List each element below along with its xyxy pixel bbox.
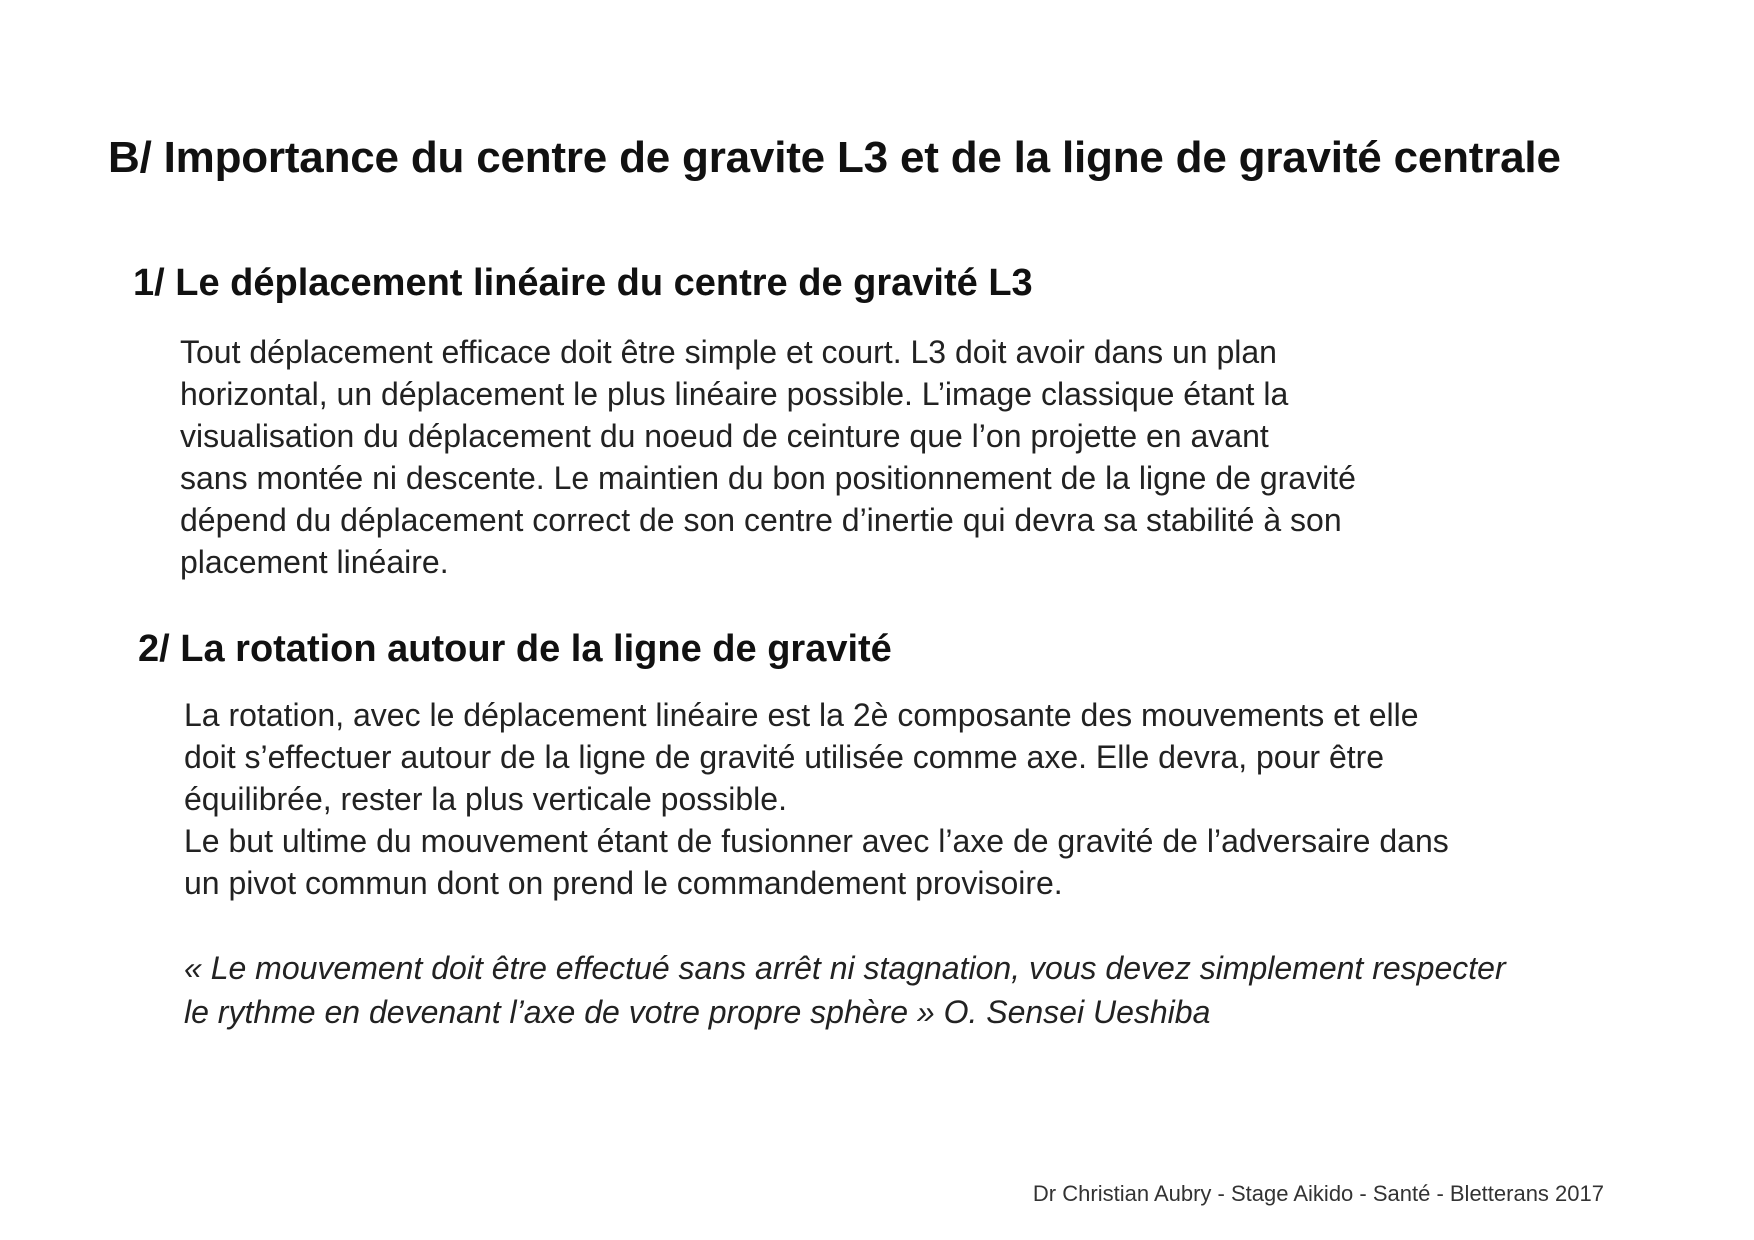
section-paragraph-rotation [184, 694, 1419, 820]
footer-credit: Dr Christian Aubry - Stage Aikido - Santé - Bletterans 2017 [1032, 1181, 1604, 1206]
paragraph-line: sans montée ni descente. Le maintien du bon positionnement de la ligne de gravité [180, 460, 1356, 496]
quote-line: le rythme en devenant l’axe de votre propre sphère » O. Sensei Ueshiba [184, 994, 1211, 1030]
paragraph-line: Le but ultime du mouvement étant de fusionner avec l’axe de gravité de l’adversaire dans [184, 823, 1449, 859]
paragraph-line: La rotation, avec le déplacement linéaire est la 2è composante des mouvements et elle [184, 697, 1419, 733]
paragraph-line: un pivot commun dont on prend le commandement provisoire. [184, 865, 1063, 901]
paragraph-line: Tout déplacement efficace doit être simple et court. L3 doit avoir dans un plan [180, 334, 1277, 370]
page-title: B/ Importance du centre de gravite L3 et de la ligne de gravité centrale [108, 133, 1561, 182]
paragraph-line: équilibrée, rester la plus verticale possible. [184, 781, 787, 817]
paragraph-line: visualisation du déplacement du noeud de ceinture que l’on projette en avant [180, 418, 1269, 454]
ueshiba-quote [184, 946, 1506, 1034]
paragraph-line: placement linéaire. [180, 544, 449, 580]
paragraph-line: horizontal, un déplacement le plus linéaire possible. L’image classique étant la [180, 376, 1289, 412]
paragraph-line: dépend du déplacement correct de son centre d’inertie qui devra sa stabilité à son [180, 502, 1342, 538]
quote-line: « Le mouvement doit être effectué sans arrêt ni stagnation, vous devez simplement respecter [184, 950, 1506, 986]
section-heading-rotation: 2/ La rotation autour de la ligne de gravité [138, 628, 892, 670]
section-paragraph-ultimate-goal [184, 820, 1449, 904]
section-paragraph-linear-displacement [180, 331, 1356, 583]
paragraph-line: doit s’effectuer autour de la ligne de gravité utilisée comme axe. Elle devra, pour être [184, 739, 1385, 775]
section-heading-linear-displacement: 1/ Le déplacement linéaire du centre de gravité L3 [133, 262, 1033, 304]
